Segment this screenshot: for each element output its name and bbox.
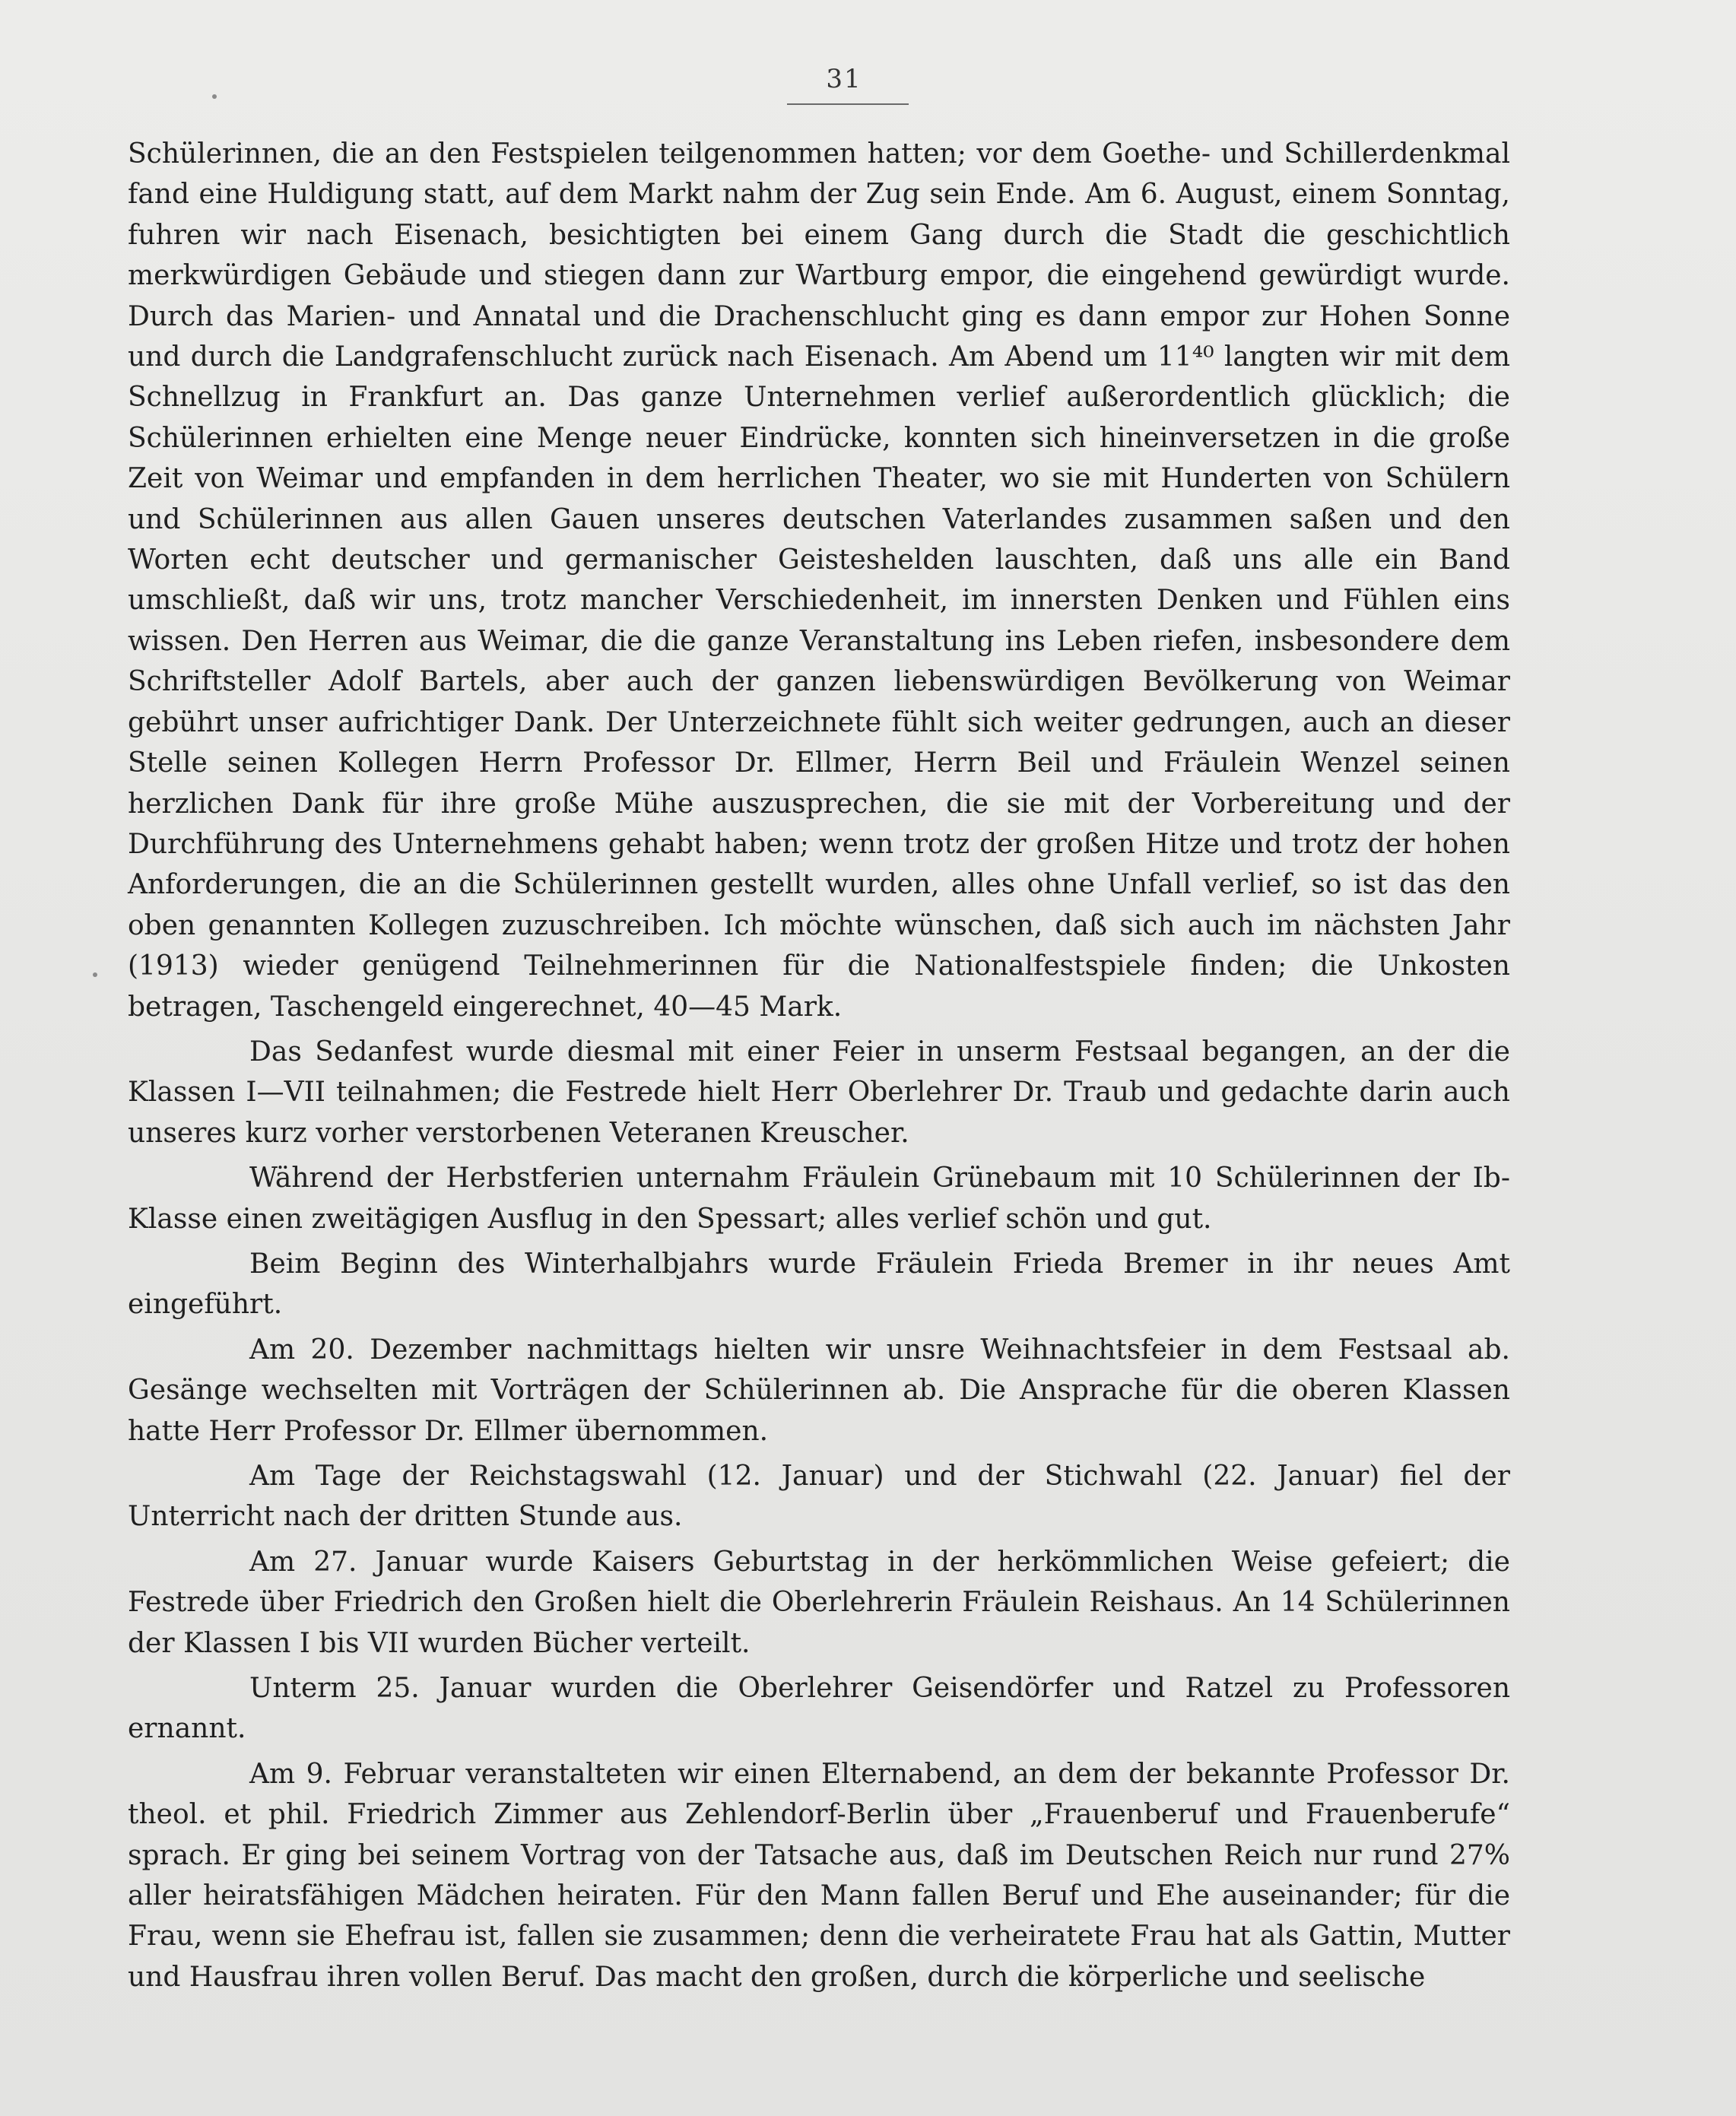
paragraph-reichstagswahl: Am Tage der Reichstagswahl (12. Januar) und der Stichwahl (22. Januar) fiel der Unterricht nach der dritten Stunde aus. [128,1461,1510,1533]
paragraph-winterhalbjahr: Beim Beginn des Winterhalbjahrs wurde Fräulein Frieda Bremer in ihr neues Amt eingeführt. [128,1248,1510,1321]
body-text [128,134,1510,1997]
paragraph-kaisers-geburtstag: Am 27. Januar wurde Kaisers Geburtstag in der herkömmlichen Weise gefeiert; die Festrede über Friedrich den Großen hielt die Oberlehrerin Fräulein Reishaus. An 14 Schülerinnen der Klassen I bis VII wurden Bücher verteilt. [128,1546,1510,1659]
paragraph-professoren: Unterm 25. Januar wurden die Oberlehrer Geisendörfer und Ratzel zu Professoren ernannt. [128,1673,1510,1745]
scan-speck [93,972,97,977]
paragraph-weihnachtsfeier: Am 20. Dezember nachmittags hielten wir unsre Weihnachtsfeier in dem Festsaal ab. Gesänge wechselten mit Vorträgen der Schülerinnen ab. Die Ansprache für die oberen Klassen hatte Herr Professor Dr. Ellmer übernommen. [128,1334,1510,1447]
scan-speck [212,94,217,99]
page-number: 31 [826,64,862,94]
paragraph-herbstferien: Während der Herbstferien unternahm Fräulein Grünebaum mit 10 Schülerinnen der Ib-Klasse einen zweitägigen Ausflug in den Spessart; alles verlief schön und gut. [128,1163,1510,1235]
paragraph-festspiele: Schülerinnen, die an den Festspielen teilgenommen hatten; vor dem Goethe- und Schillerdenkmal fand eine Huldigung statt, auf dem Markt nahm der Zug sein Ende. Am 6. August, einem Sonntag, fuhren wir nach Eisenach, besichtigten bei einem Gang durch die Stadt die geschichtlich merkwürdigen Gebäude und stiegen dann zur Wartburg empor, die eingehend gewürdigt wurde. Durch das Marien- und Annatal und die Drachenschlucht ging es dann empor zur Hohen Sonne und durch die Landgrafenschlucht zurück nach Eisenach. Am Abend um 11⁴⁰ langten wir mit dem Schnellzug in Frankfurt an. Das ganze Unternehmen verlief außerordentlich glücklich; die Schülerinnen erhielten eine Menge neuer Eindrücke, konnten sich hineinversetzen in die große Zeit von Weimar und empfanden in dem herrlichen Theater, wo sie mit Hunderten von Schülern und Schülerinnen aus allen Gauen unseres deutschen Vaterlandes zusammen saßen und den Worten echt deutscher und germanischer Geisteshelden lauschten, daß uns alle ein Band umschließt, daß wir uns, trotz mancher Verschiedenheit, im innersten Denken und Fühlen eins wissen. Den Herren aus Weimar, die die ganze Veranstaltung ins Leben riefen, insbesondere dem Schriftsteller Adolf Bartels, aber auch der ganzen liebenswürdigen Bevölkerung von Weimar gebührt unser aufrichtiger Dank. Der Unterzeichnete fühlt sich weiter gedrungen, auch an dieser Stelle seinen Kollegen Herrn Professor Dr. Ellmer, Herrn Beil und Fräulein Wenzel seinen herzlichen Dank für ihre große Mühe auszusprechen, die sie mit der Vorbereitung und der Durchführung des Unternehmens gehabt haben; wenn trotz der großen Hitze und trotz der hohen Anforderungen, die an die Schülerinnen gestellt wurden, alles ohne Unfall verlief, so ist das den oben genannten Kollegen zuzuschreiben. Ich möchte wünschen, daß sich auch im nächsten Jahr (1913) wieder genügend Teilnehmerinnen für die Nationalfestspiele finden; die Unkosten betragen, Taschengeld eingerechnet, 40—45 Mark. [128,138,1510,1023]
paragraph-elternabend: Am 9. Februar veranstalteten wir einen Elternabend, an dem der bekannte Professor Dr. theol. et phil. Friedrich Zimmer aus Zehlendorf-Berlin über „Frauenberuf und Frauenberufe“ sprach. Er ging bei seinem Vortrag von der Tatsache aus, daß im Deutschen Reich nur rund 27% aller heiratsfähigen Mädchen heiraten. Für den Mann fallen Beruf und Ehe auseinander; für die Frau, wenn sie Ehefrau ist, fallen sie zusammen; denn die verheiratete Frau hat als Gattin, Mutter und Hausfrau ihren vollen Beruf. Das macht den großen, durch die körperliche und seelische [128,1758,1510,1993]
header-rule [787,103,909,105]
paragraph-sedanfest: Das Sedanfest wurde diesmal mit einer Feier in unserm Festsaal begangen, an der die Klassen I—VII teilnahmen; die Festrede hielt Herr Oberlehrer Dr. Traub und gedachte darin auch unseres kurz vorher verstorbenen Veteranen Kreuscher. [128,1036,1510,1149]
